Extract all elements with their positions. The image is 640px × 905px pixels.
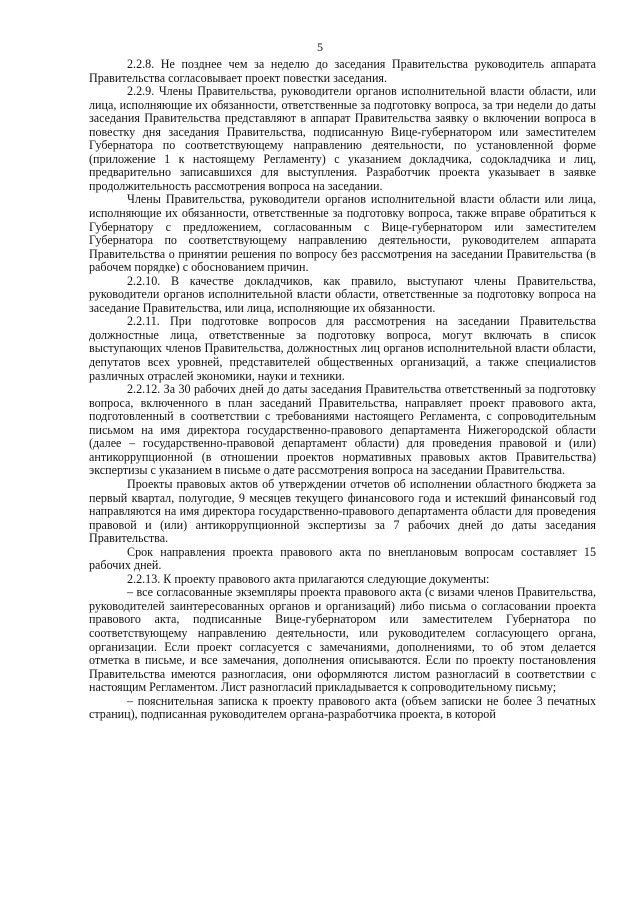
paragraph-2-2-8: 2.2.8. Не позднее чем за неделю до заседания Правительства руководитель аппарата Правительства согласовывает проект повестки заседания. bbox=[89, 57, 596, 85]
paragraph-2-2-9: 2.2.9. Члены Правительства, руководители органов исполнительной власти области, или лица, исполняющие их обязанности, ответственные за подготовку вопроса, за три недели до даты заседания Правительства представляют в аппарат Правительства заявку о включении вопроса в повестку дня заседания Правительства, подписанную Вице-губернатором или заместителем Губернатора по соответствующему направлению деятельности, по установленной форме (приложение 1 к настоящему Регламенту) с указанием докладчика, содокладчика и лиц, предварительно записавшихся для выступления. Разработчик проекта указывает в заявке продолжительность рассмотрения вопроса на заседании. bbox=[89, 84, 596, 193]
list-item-explanatory-note: – пояснительная записка к проекту правового акта (объем записки не более 3 печатных страниц), подписанная руководителем органа-разработчика проекта, в которой bbox=[89, 693, 596, 722]
document-body bbox=[89, 58, 596, 722]
page-number: 5 bbox=[317, 40, 323, 54]
list-item-approvals: – все согласованные экземпляры проекта правового акта (с визами членов Правительства, руководителей заинтересованных органов и организаций) либо письма о согласовании проекта правового акта, подписанные Вице-губернатором или заместителем Губернатора по соответствующему направлению деятельности, или руководителем согласующего органа, организации. Если проект согласуется с замечаниями, дополнениями, то об этом делается отметка в письме, и все замечания, дополнения описываются. Если по проекту постановления Правительства имеются разногласия, они оформляются листом разногласий в соответствии с настоящим Регламентом. Лист разногласий прикладывается к сопроводительному письму; bbox=[89, 585, 596, 695]
paragraph-2-2-10: 2.2.10. В качестве докладчиков, как правило, выступают члены Правительства, руководители органов исполнительной власти области, ответственные за подготовку вопроса на заседание Правительства, или лица, исполняющие их обязанности. bbox=[89, 273, 596, 315]
paragraph-2-2-13: 2.2.13. К проекту правового акта прилагаются следующие документы: bbox=[127, 571, 490, 586]
paragraph-unplanned-deadline: Срок направления проекта правового акта по внеплановым вопросам составляет 15 рабочих дней. bbox=[89, 544, 596, 573]
paragraph-2-2-11: 2.2.11. При подготовке вопросов для рассмотрения на заседании Правительства должностные лица, ответственные за подготовку вопроса, могут включать в список выступающих членов Правительства, должностных лиц органов исполнительной власти области, депутатов всех уровней, представителей общественных организаций, а также специалистов различных отраслей экономики, науки и техники. bbox=[89, 314, 596, 383]
paragraph-2-2-12: 2.2.12. За 30 рабочих дней до даты заседания Правительства ответственный за подготовку вопроса, включенного в план заседаний Правительства, направляет проект правового акта, подготовленный в соответствии с требованиями настоящего Регламента, с сопроводительным письмом на имя директора государственно-правового департамента Нижегородской области (далее – государственно-правовой департамент области) для проведения правовой и (или) антикоррупционной (в отношении проектов нормативных правовых актов Правительства) экспертизы с указанием в письме о дате рассмотрения вопроса на заседании Правительства. bbox=[89, 382, 596, 478]
paragraph-budget-reports: Проекты правовых актов об утверждении отчетов об исполнении областного бюджета за первый квартал, полугодие, 9 месяцев текущего финансового года и истекший финансовый год направляются на имя директора государственно-правового департамента области для проведения правовой и (или) антикоррупционной экспертизы за 7 рабочих дней до даты заседания Правительства. bbox=[89, 476, 596, 546]
paragraph-2-2-9-continued: Члены Правительства, руководители органов исполнительной власти области или лица, исполняющие их обязанности, ответственные за подготовку вопроса, также вправе обратиться к Губернатору с предложением, согласованным с Вице-губернатором или заместителем Губернатора по соответствующему направлению деятельности, руководителем аппарата Правительства о принятии решения по вопросу без рассмотрения на заседании Правительства (в рабочем порядке) с обоснованием причин. bbox=[89, 192, 596, 275]
